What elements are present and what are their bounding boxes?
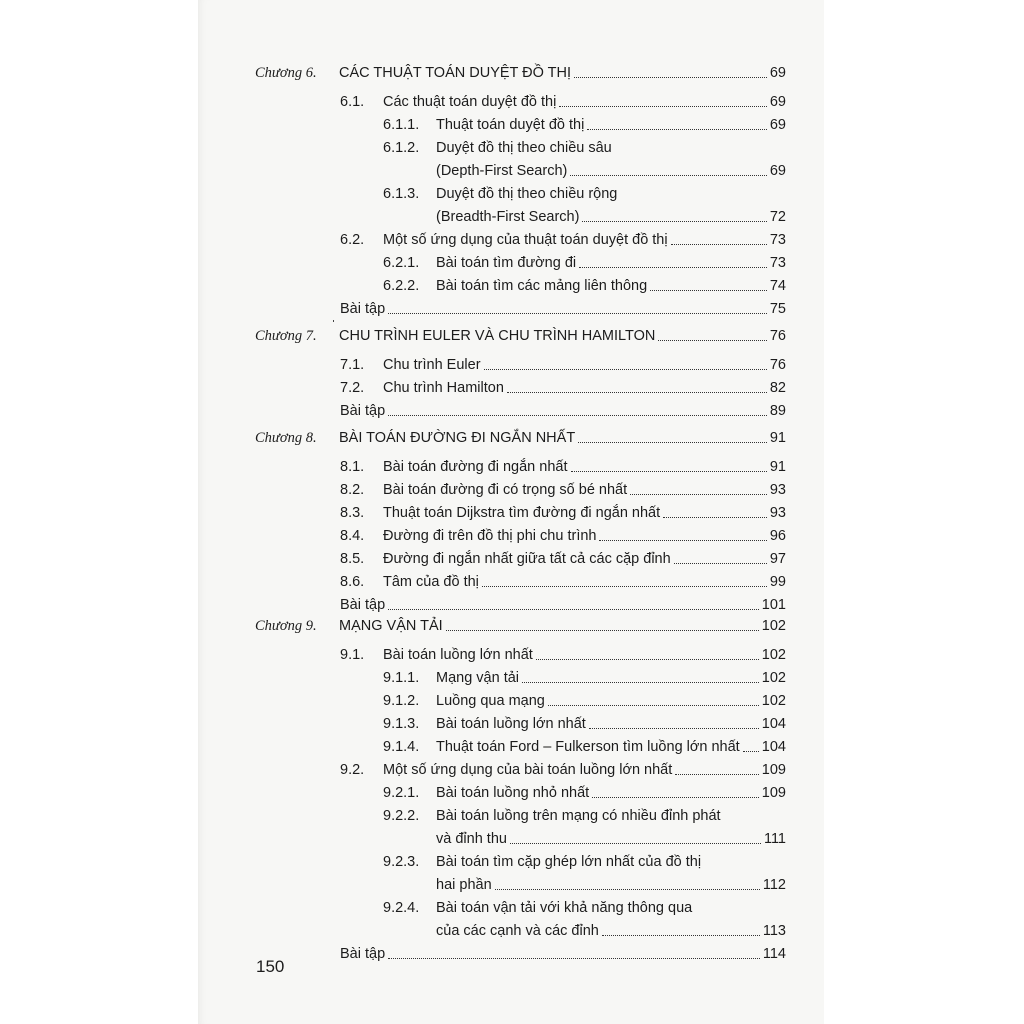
chapter-heading xyxy=(255,323,786,345)
page-reference: 99 xyxy=(769,574,786,590)
dot-leader xyxy=(548,705,759,706)
page-number: 150 xyxy=(256,957,285,976)
section-number: 6.2.2. xyxy=(383,278,420,294)
page-reference: 102 xyxy=(761,670,786,686)
page-reference: 76 xyxy=(769,328,786,344)
toc-entry xyxy=(340,757,786,779)
dot-leader xyxy=(388,609,759,610)
section-number: 9.1. xyxy=(340,647,365,663)
dot-leader xyxy=(507,392,767,393)
dot-leader xyxy=(388,313,767,314)
section-number: 6.1.2. xyxy=(383,140,420,156)
section-number: 8.3. xyxy=(340,505,365,521)
section-title: Duyệt đồ thị theo chiều rộng xyxy=(436,186,618,202)
dot-leader xyxy=(536,659,759,660)
page-reference: 69 xyxy=(769,117,786,133)
section-title: Các thuật toán duyệt đồ thị xyxy=(383,94,557,110)
dot-leader xyxy=(522,682,759,683)
dot-leader xyxy=(574,77,767,78)
section-number: 9.1.3. xyxy=(383,716,420,732)
toc-entry xyxy=(383,665,786,687)
section-number: 9.1.2. xyxy=(383,693,420,709)
dot-leader xyxy=(599,540,766,541)
toc-entry xyxy=(383,273,786,295)
dot-leader xyxy=(675,774,759,775)
section-title: Luồng qua mạng xyxy=(436,693,545,709)
chapter-label: Chương 6. xyxy=(255,65,317,81)
dot-leader xyxy=(658,340,767,341)
section-title: Bài tập xyxy=(340,403,386,419)
toc-entry xyxy=(340,569,786,591)
chapter-heading xyxy=(255,613,786,635)
page-reference: 111 xyxy=(763,831,786,847)
page-reference: 74 xyxy=(769,278,786,294)
toc-entry xyxy=(436,918,786,940)
page-reference: 89 xyxy=(769,403,786,419)
dot-leader xyxy=(589,728,759,729)
section-title: Bài toán tìm cặp ghép lớn nhất của đồ thị xyxy=(436,854,702,870)
section-title: Bài toán đường đi ngắn nhất xyxy=(383,459,568,475)
section-title: Một số ứng dụng của bài toán luồng lớn nhất xyxy=(383,762,673,778)
chapter-heading xyxy=(255,60,786,82)
page-reference: 102 xyxy=(761,647,786,663)
section-title: Chu trình Euler xyxy=(383,357,481,373)
page-reference: 75 xyxy=(769,301,786,317)
page-reference: 91 xyxy=(769,459,786,475)
toc-entry xyxy=(340,477,786,499)
section-title: (Breadth-First Search) xyxy=(436,209,580,225)
toc-entry xyxy=(436,826,786,848)
section-title: CÁC THUẬT TOÁN DUYỆT ĐỒ THỊ xyxy=(339,65,572,81)
chapter-heading xyxy=(255,425,786,447)
toc-entry xyxy=(383,688,786,710)
page-reference: 82 xyxy=(769,380,786,396)
section-number: 6.1.1. xyxy=(383,117,420,133)
page-reference: 69 xyxy=(769,94,786,110)
page-reference: 73 xyxy=(769,255,786,271)
dot-leader xyxy=(579,267,767,268)
chapter-label: Chương 8. xyxy=(255,430,317,446)
dot-leader xyxy=(602,935,760,936)
toc-entry xyxy=(340,227,786,249)
toc-entry xyxy=(383,711,786,733)
dot-leader xyxy=(571,471,767,472)
page-reference: 69 xyxy=(769,163,786,179)
chapter-label: Chương 7. xyxy=(255,328,317,344)
toc-entry xyxy=(383,250,786,272)
dot-leader xyxy=(582,221,766,222)
section-number: 9.2. xyxy=(340,762,365,778)
page-reference: 102 xyxy=(761,618,786,634)
section-title: Bài toán luồng trên mạng có nhiều đỉnh phát xyxy=(436,808,721,824)
page-reference: 72 xyxy=(769,209,786,225)
toc-entry xyxy=(340,352,786,374)
dot-leader xyxy=(495,889,760,890)
toc-entry xyxy=(340,546,786,568)
page-reference: 97 xyxy=(769,551,786,567)
dot-leader xyxy=(559,106,767,107)
section-title: Bài tập xyxy=(340,301,386,317)
section-title: BÀI TOÁN ĐƯỜNG ĐI NGẮN NHẤT xyxy=(339,430,576,446)
dot-leader xyxy=(587,129,767,130)
section-title: hai phần xyxy=(436,877,492,893)
exercises-entry xyxy=(340,398,786,420)
page-reference: 109 xyxy=(761,762,786,778)
section-title: Đường đi trên đồ thị phi chu trình xyxy=(383,528,597,544)
exercises-entry xyxy=(340,592,786,614)
page-reference: 113 xyxy=(762,923,786,939)
section-title: Bài toán luồng lớn nhất xyxy=(436,716,586,732)
section-title: Bài toán luồng lớn nhất xyxy=(383,647,533,663)
dot-leader xyxy=(510,843,761,844)
toc-entry xyxy=(340,500,786,522)
section-number: 9.2.3. xyxy=(383,854,420,870)
page-reference: 109 xyxy=(761,785,786,801)
dot-leader xyxy=(663,517,767,518)
section-title: và đỉnh thu xyxy=(436,831,507,847)
section-title: Một số ứng dụng của thuật toán duyệt đồ thị xyxy=(383,232,668,248)
page-reference: 73 xyxy=(769,232,786,248)
page-reference: 104 xyxy=(761,739,786,755)
section-number: 8.5. xyxy=(340,551,365,567)
toc-entry xyxy=(340,89,786,111)
section-title: Thuật toán duyệt đồ thị xyxy=(436,117,585,133)
section-title: Thuật toán Dijkstra tìm đường đi ngắn nhất xyxy=(383,505,661,521)
section-title: (Depth-First Search) xyxy=(436,163,568,179)
page-reference: 101 xyxy=(761,597,786,613)
section-number: 9.1.4. xyxy=(383,739,420,755)
toc-entry xyxy=(436,158,786,180)
section-number: 7.2. xyxy=(340,380,365,396)
page-reference: 93 xyxy=(769,482,786,498)
toc-entry xyxy=(436,204,786,226)
toc-entry xyxy=(340,642,786,664)
section-number: 8.6. xyxy=(340,574,365,590)
dot-leader xyxy=(578,442,767,443)
page-reference: 114 xyxy=(762,946,786,962)
dot-leader xyxy=(570,175,767,176)
toc-entry xyxy=(436,872,786,894)
section-title: Bài toán đường đi có trọng số bé nhất xyxy=(383,482,628,498)
chapter-label: Chương 9. xyxy=(255,618,317,634)
dot-leader xyxy=(446,630,759,631)
dot-leader xyxy=(484,369,767,370)
section-number: 9.2.4. xyxy=(383,900,420,916)
dot-leader xyxy=(671,244,767,245)
page-reference: 112 xyxy=(762,877,786,893)
dot-leader xyxy=(674,563,767,564)
page-reference: 96 xyxy=(769,528,786,544)
dot-leader xyxy=(592,797,759,798)
page-reference: 69 xyxy=(769,65,786,81)
toc-entry xyxy=(383,734,786,756)
toc-entry xyxy=(340,454,786,476)
section-number: 6.1. xyxy=(340,94,365,110)
section-title: Bài toán tìm đường đi xyxy=(436,255,577,271)
section-number: 9.2.2. xyxy=(383,808,420,824)
toc-entry-line xyxy=(383,807,721,825)
toc-entry xyxy=(383,112,786,134)
toc-entry-line xyxy=(383,899,692,917)
section-title: Bài toán luồng nhỏ nhất xyxy=(436,785,590,801)
section-title: CHU TRÌNH EULER VÀ CHU TRÌNH HAMILTON xyxy=(339,328,656,344)
dot-leader xyxy=(388,958,760,959)
page-reference: 102 xyxy=(761,693,786,709)
toc-entry-line xyxy=(383,139,612,157)
page-reference: 76 xyxy=(769,357,786,373)
section-title: Bài tập xyxy=(340,946,386,962)
chapter-divider-line xyxy=(255,422,256,423)
section-number: 9.1.1. xyxy=(383,670,420,686)
section-title: của các cạnh và các đỉnh xyxy=(436,923,599,939)
dot-leader xyxy=(743,751,759,752)
toc-entry xyxy=(340,523,786,545)
exercises-entry xyxy=(340,941,786,963)
section-title: Duyệt đồ thị theo chiều sâu xyxy=(436,140,612,156)
toc-entry-line xyxy=(383,185,617,203)
section-number: 8.2. xyxy=(340,482,365,498)
section-title: Bài toán tìm các mảng liên thông xyxy=(436,278,648,294)
toc-entry xyxy=(340,375,786,397)
page-reference: 91 xyxy=(769,430,786,446)
dot-leader xyxy=(388,415,767,416)
page-reference: 93 xyxy=(769,505,786,521)
section-number: 6.2.1. xyxy=(383,255,420,271)
section-number: 6.1.3. xyxy=(383,186,420,202)
section-number: 8.4. xyxy=(340,528,365,544)
section-number: 9.2.1. xyxy=(383,785,420,801)
dot-leader xyxy=(650,290,767,291)
section-title: Tâm của đồ thị xyxy=(383,574,479,590)
section-title: Bài toán vận tải với khả năng thông qua xyxy=(436,900,693,916)
section-title: Đường đi ngắn nhất giữa tất cả các cặp đỉnh xyxy=(383,551,671,567)
chapter-divider-line xyxy=(255,610,256,611)
section-title: MẠNG VẬN TẢI xyxy=(339,618,443,634)
section-number: 7.1. xyxy=(340,357,365,373)
dot-leader xyxy=(630,494,767,495)
toc-entry-line xyxy=(383,853,701,871)
section-title: Mạng vận tải xyxy=(436,670,520,686)
section-title: Chu trình Hamilton xyxy=(383,380,504,396)
section-number: 6.2. xyxy=(340,232,365,248)
section-number: 8.1. xyxy=(340,459,365,475)
section-title: Thuật toán Ford – Fulkerson tìm luồng lớn nhất xyxy=(436,739,740,755)
exercises-entry xyxy=(340,296,786,318)
toc-entry xyxy=(383,780,786,802)
dot-leader xyxy=(482,586,767,587)
section-title: Bài tập xyxy=(340,597,386,613)
chapter-divider-line xyxy=(255,320,256,321)
page-reference: 104 xyxy=(761,716,786,732)
